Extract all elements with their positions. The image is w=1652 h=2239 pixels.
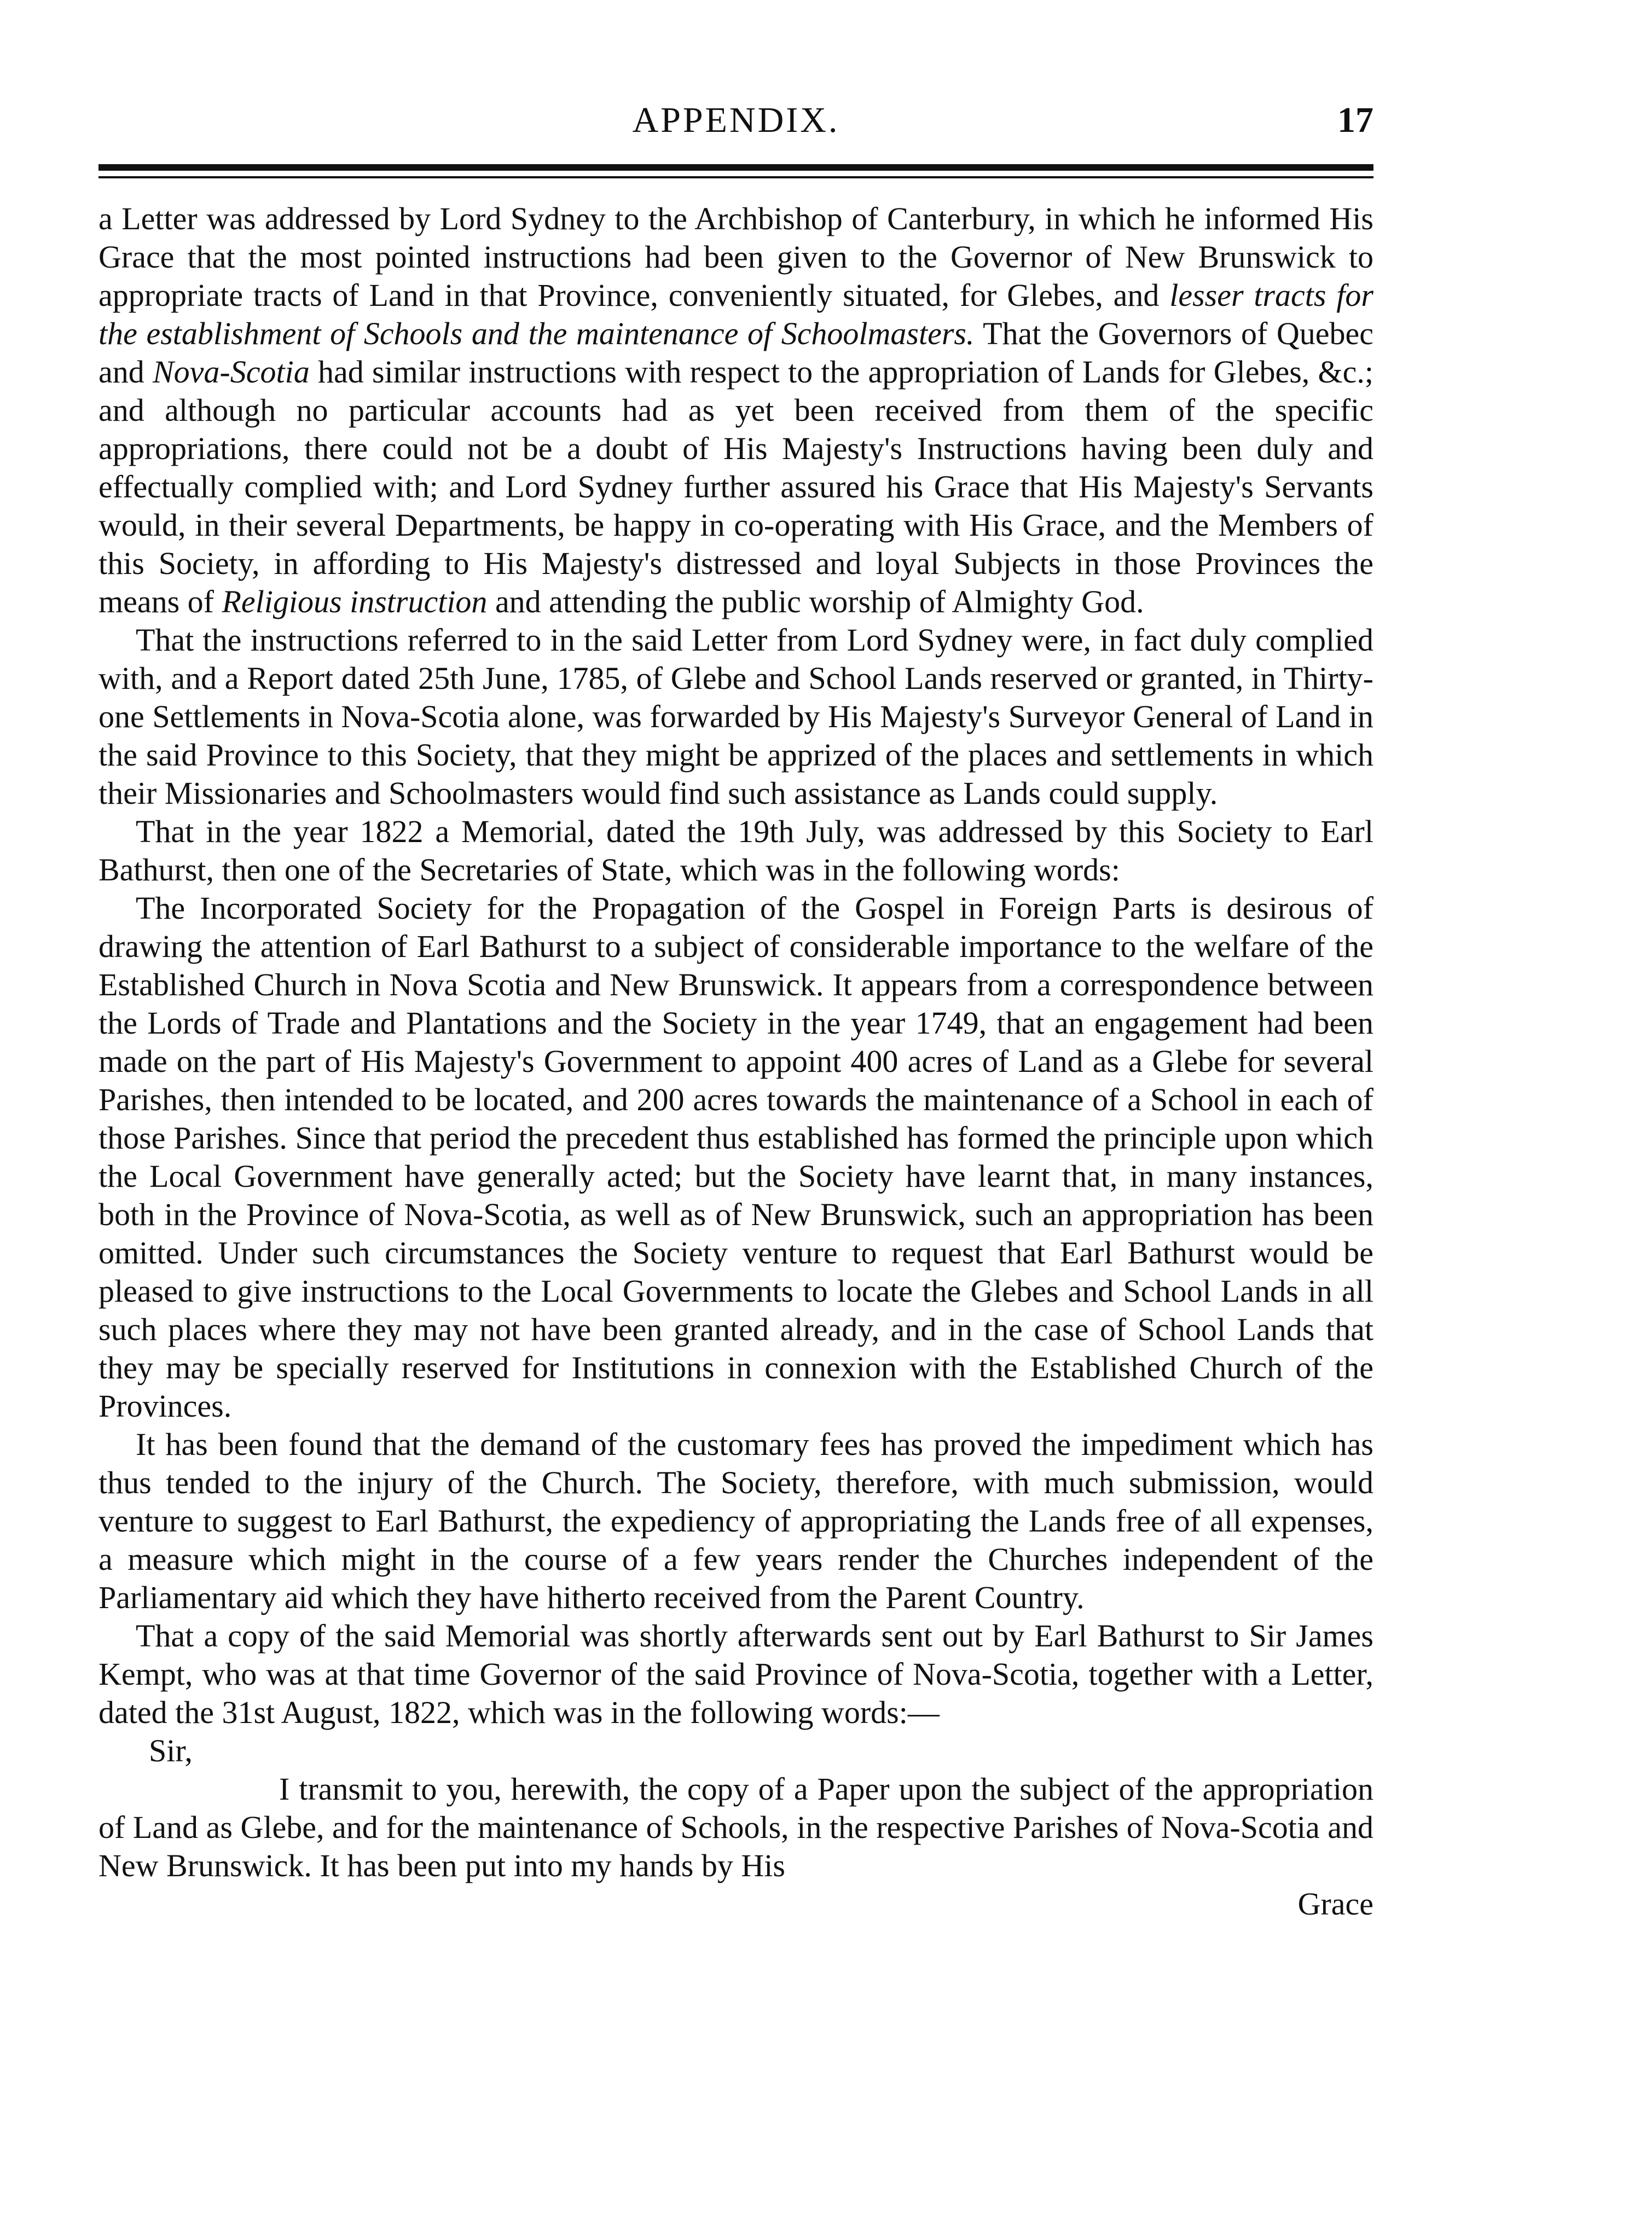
header-rule-thick: [98, 164, 1373, 171]
header-rule-thin: [98, 176, 1373, 178]
p1-text-c: That the Governors of Quebec and: [98, 316, 1373, 390]
p1-text-g: and attending the public worship of Almighty God.: [487, 584, 1144, 619]
p1-italic-nova-scotia: Nova-Scotia: [153, 354, 310, 390]
letter-salutation: Sir,: [149, 1733, 193, 1768]
paragraph-5-memorial: It has been found that the demand of the customary fees has proved the impediment which has thus tended to the injury of the Church. The Society, therefore, with much submission, would venture to suggest to Earl Bathurst, the expediency of appropriating the Lands free of all expenses, a measure which might in the course of a few years render the Churches independent of the Parliamentary aid which they have hitherto received from the Parent Country.: [98, 1426, 1373, 1615]
paragraph-3: That in the year 1822 a Memorial, dated the 19th July, was addressed by this Society to Earl Bathurst, then one of the Secretaries of State, which was in the following words:: [98, 814, 1373, 888]
p1-italic-religious: Religious instruction: [222, 584, 488, 619]
paragraph-1: [98, 200, 1373, 621]
page-header: [98, 93, 1373, 153]
paragraph-6: That a copy of the said Memorial was shortly afterwards sent out by Earl Bathurst to Sir James Kempt, who was at that time Governor of the said Province of Nova-Scotia, together with a Letter, dated the 31st August, 1822, which was in the following words:—: [98, 1618, 1373, 1730]
paragraph-2: That the instructions referred to in the said Letter from Lord Sydney were, in fact duly complied with, and a Report dated 25th June, 1785, of Glebe and School Lands reserved or granted, in Thirty-one Settlements in Nova-Scotia alone, was forwarded by His Majesty's Surveyor General of Land in the said Province to this Society, that they might be apprized of the places and settlements in which their Missionaries and Schoolmasters would find such assistance as Lands could supply.: [98, 622, 1373, 811]
p1-text-a: a Letter was addressed by Lord Sydney to the Archbishop of Canterbury, in which he informed His Grace that the most pointed instructions had been given to the Governor of New Brunswick to appropriate tracts of Land in that Province, conveniently situated, for Glebes, and: [98, 201, 1373, 313]
page-number: 17: [1337, 100, 1373, 140]
paragraph-7-letter: I transmit to you, herewith, the copy of a Paper upon the subject of the appropriation of Land as Glebe, and for the maintenance of Schools, in the respective Parishes of Nova-Scotia and New Brunswick. It has been put into my hands by His: [98, 1771, 1373, 1883]
catchword: Grace: [1297, 1886, 1373, 1922]
p1-text-e: had similar instructions with respect to the appropriation of Lands for Glebes, &c.; and although no particular accounts had as yet been received from them of the specific appropriations, there could not be a doubt of His Majesty's Instructions having been duly and effectually complied with; and Lord Sydney further assured his Grace that His Majesty's Servants would, in their several Departments, be happy in co-operating with His Grace, and the Members of this Society, in affording to His Majesty's distressed and loyal Subjects in those Provinces the means of: [98, 354, 1373, 619]
paragraph-4-memorial: The Incorporated Society for the Propagation of the Gospel in Foreign Parts is desirous of drawing the attention of Earl Bathurst to a subject of considerable importance to the welfare of the Established Church in Nova Scotia and New Brunswick. It appears from a correspondence between the Lords of Trade and Plantations and the Society in the year 1749, that an engagement had been made on the part of His Majesty's Government to appoint 400 acres of Land as a Glebe for several Parishes, then intended to be located, and 200 acres towards the maintenance of a School in each of those Parishes. Since that period the precedent thus established has formed the principle upon which the Local Government have generally acted; but the Society have learnt that, in many instances, both in the Province of Nova-Scotia, as well as of New Brunswick, such an appropriation has been omitted. Under such circumstances the Society venture to request that Earl Bathurst would be pleased to give instructions to the Local Governments to locate the Glebes and School Lands in all such places where they may not have been granted already, and in the case of School Lands that they may be specially reserved for Institutions in connexion with the Established Church of the Provinces.: [98, 890, 1373, 1424]
body-text: [98, 200, 1373, 1923]
p1-italic-schools: lesser tracts for the establishment of Schools and the maintenance of Schoolmasters.: [98, 277, 1373, 351]
running-title: APPENDIX.: [632, 100, 840, 140]
